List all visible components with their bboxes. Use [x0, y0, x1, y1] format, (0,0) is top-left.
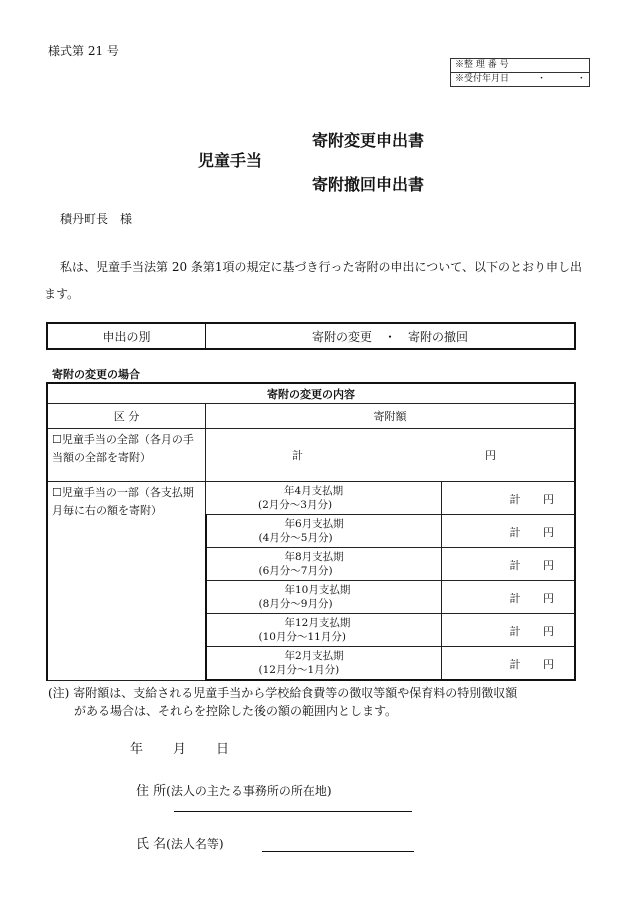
month-label: 月: [173, 742, 187, 757]
total-label: 計: [509, 592, 521, 605]
total-label: 計: [509, 658, 521, 671]
period-line1: 年6月支払期: [284, 518, 344, 530]
yen-label: 円: [543, 493, 554, 506]
received-date-row: [451, 72, 600, 86]
name-label-group: [136, 833, 224, 852]
option-change[interactable]: 寄附の変更: [311, 329, 372, 344]
total-label: 計: [509, 625, 521, 638]
period-line2: (6月分～7月分): [258, 565, 333, 577]
yen-label: 円: [543, 559, 554, 572]
header-amount: 寄附額: [206, 404, 576, 429]
yen-label: 円: [485, 449, 496, 462]
statement-paragraph: 私は、児童手当法第 20 条第1項の規定に基づき行った寄附の申出について、以下のとおり申し出ます。: [44, 260, 583, 301]
total-label: 計: [509, 559, 521, 572]
period-line2: (4月分～5月分): [258, 532, 333, 544]
period-line2: (12月分～1月分): [258, 664, 340, 676]
note-line1: 寄附額は、支給される児童手当から学校給食費等の徴収等額や保育料の特別徴収額: [73, 686, 518, 700]
request-type-label: 申出の別: [47, 323, 206, 349]
category-partial[interactable]: ☐児童手当の一部（各支払期月毎に右の額を寄附）: [47, 482, 206, 681]
date-fields[interactable]: [130, 738, 259, 757]
period-amount-field[interactable]: [441, 482, 575, 515]
period-line2: (8月分～9月分): [258, 598, 333, 610]
addressee-honorific: 様: [120, 212, 133, 226]
period-line1: 年8月支払期: [284, 551, 344, 563]
title-change-request: 寄附変更申出書: [312, 131, 425, 150]
request-type-table: [46, 322, 576, 350]
office-use-box: [450, 58, 600, 87]
table-caption: 寄附の変更の内容: [47, 383, 575, 404]
period-amount-field[interactable]: [441, 614, 575, 647]
period-cell: [206, 614, 442, 647]
period-line1: 年2月支払期: [284, 650, 344, 662]
addressee-name: 積丹町長: [60, 212, 109, 226]
period-line1: 年12月支払期: [284, 617, 351, 629]
category-all[interactable]: ☐児童手当の全部（各月の手当額の全部を寄附）: [47, 429, 206, 482]
period-line2: (10月分～11月分): [258, 631, 346, 643]
total-label: 計: [509, 526, 521, 539]
period-amount-field[interactable]: [441, 581, 575, 614]
name-input-line[interactable]: [262, 850, 414, 852]
address-label-group: [136, 780, 332, 799]
note-prefix: (注): [48, 686, 70, 700]
total-label: 計: [509, 493, 521, 506]
period-cell: [206, 581, 442, 614]
reference-number-label: ※整 理 番 号: [455, 60, 509, 70]
year-label: 年: [130, 742, 144, 757]
yen-label: 円: [543, 658, 554, 671]
change-section-heading: 寄附の変更の場合: [52, 368, 140, 381]
address-input-line[interactable]: [174, 810, 412, 812]
option-withdraw[interactable]: 寄附の撤回: [408, 329, 469, 344]
day-label: 日: [216, 742, 230, 757]
request-type-options: [206, 323, 576, 349]
address-note: (法人の主たる事務所の所在地): [166, 784, 332, 798]
period-line1: 年4月支払期: [284, 485, 344, 497]
all-amount-field[interactable]: [206, 429, 576, 482]
form-number: 様式第 21 号: [48, 44, 119, 58]
name-label: 氏 名: [136, 837, 167, 852]
name-note: (法人名等): [166, 837, 224, 851]
period-line2: (2月分～3月分): [258, 499, 333, 511]
header-category: 区 分: [47, 404, 206, 429]
received-date-dots: ・ ・: [537, 74, 600, 84]
yen-label: 円: [543, 625, 554, 638]
period-cell: [206, 515, 442, 548]
yen-label: 円: [543, 592, 554, 605]
period-cell: [206, 548, 442, 581]
period-amount-field[interactable]: [441, 548, 575, 581]
period-amount-field[interactable]: [441, 647, 575, 681]
address-label: 住 所: [136, 784, 167, 799]
title-subject: 児童手当: [198, 151, 263, 170]
period-line1: 年10月支払期: [284, 584, 351, 596]
period-cell: [206, 647, 442, 681]
period-cell: [206, 482, 442, 515]
total-label: 計: [292, 449, 303, 462]
change-details-table: [46, 382, 576, 681]
title-withdrawal-request: 寄附撤回申出書: [312, 175, 425, 194]
addressee: [60, 210, 132, 227]
yen-label: 円: [543, 526, 554, 539]
option-separator: ・: [383, 329, 396, 344]
period-amount-field[interactable]: [441, 515, 575, 548]
note-line2: がある場合は、それらを控除した後の額の範囲内とします。: [74, 704, 398, 718]
received-date-label: ※受付年月日: [455, 74, 510, 84]
note: [48, 684, 598, 720]
